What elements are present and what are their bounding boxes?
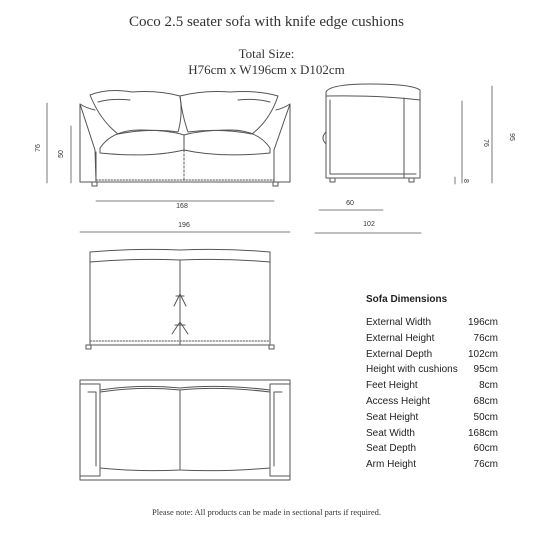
spec-label: External Height (366, 332, 435, 344)
spec-row (366, 331, 498, 347)
spec-value: 168cm (467, 427, 498, 439)
spec-value: 76cm (473, 459, 498, 471)
side-view (323, 84, 420, 182)
spec-row (366, 457, 498, 473)
dim-front-height-seat: 50 (58, 150, 65, 158)
top-view (80, 380, 290, 480)
spec-label: External Depth (366, 348, 433, 360)
page-title: Coco 2.5 seater sofa with knife edge cushions (129, 14, 404, 30)
dim-front-height-outer: 76 (35, 144, 42, 152)
spec-label: Seat Width (366, 427, 415, 439)
dim-front-width-inner: 168 (176, 203, 188, 210)
spec-value: 60cm (473, 443, 498, 455)
spec-row (366, 315, 498, 331)
spec-label: Access Height (366, 395, 430, 407)
spec-row (366, 378, 498, 394)
spec-value: 95cm (473, 364, 498, 376)
dim-side-depth-outer: 102 (363, 221, 375, 228)
spec-row (366, 347, 498, 363)
spec-row (366, 362, 498, 378)
back-view (86, 249, 274, 349)
specs-title: Sofa Dimensions (366, 294, 448, 305)
total-size-label: Total Size: (238, 46, 295, 61)
spec-label: Arm Height (366, 459, 417, 471)
spec-value: 76cm (473, 332, 498, 344)
sofa-dimensions-table (366, 294, 498, 473)
front-view (80, 91, 290, 186)
dim-side-feet: 8 (462, 179, 469, 183)
spec-row (366, 441, 498, 457)
spec-value: 68cm (473, 395, 498, 407)
spec-label: Feet Height (366, 380, 418, 392)
dim-side-height-arm: 76 (482, 139, 489, 147)
footnote: Please note: All products can be made in sectional parts if required. (152, 507, 381, 517)
spec-value: 50cm (473, 411, 498, 423)
spec-label: Seat Depth (366, 443, 417, 455)
spec-value: 102cm (467, 348, 498, 360)
spec-row (366, 410, 498, 426)
dim-front-width-outer: 196 (178, 222, 190, 229)
total-size-value: H76cm x W196cm x D102cm (188, 62, 345, 77)
spec-label: Height with cushions (366, 364, 458, 376)
dim-side-depth-seat: 60 (346, 200, 354, 207)
spec-row (366, 394, 498, 410)
spec-label: External Width (366, 317, 432, 328)
spec-row (366, 426, 498, 442)
dim-side-height-cushions: 95 (508, 133, 515, 141)
spec-label: Seat Height (366, 411, 419, 423)
spec-value: 8cm (479, 380, 498, 392)
spec-value: 196cm (467, 317, 498, 328)
